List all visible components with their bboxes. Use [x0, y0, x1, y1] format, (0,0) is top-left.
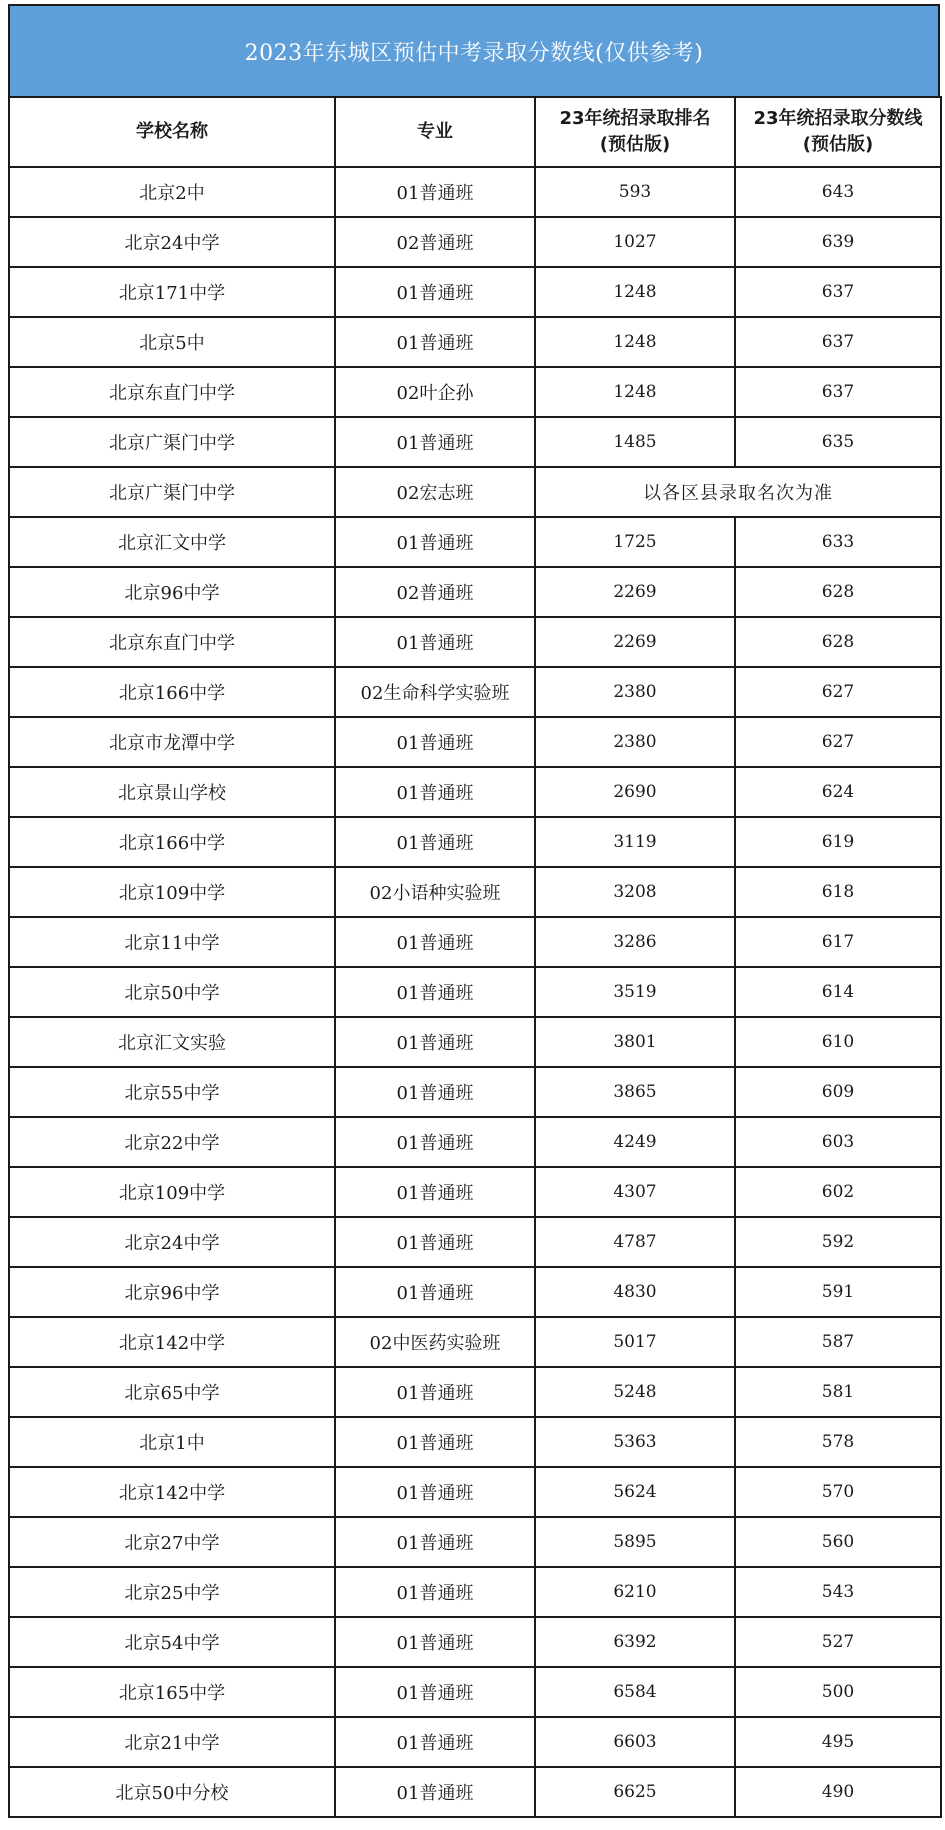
table-row	[9, 1767, 941, 1817]
score-cell: 637	[735, 367, 941, 417]
rank-cell: 1248	[535, 317, 735, 367]
table-row	[9, 1417, 941, 1467]
table-row	[9, 1617, 941, 1667]
score-cell: 637	[735, 267, 941, 317]
school-name-cell: 北京142中学	[9, 1467, 335, 1517]
rank-cell: 593	[535, 167, 735, 217]
school-name-cell: 北京171中学	[9, 267, 335, 317]
major-cell: 01普通班	[335, 1417, 535, 1467]
school-name-cell: 北京55中学	[9, 1067, 335, 1117]
major-cell: 01普通班	[335, 767, 535, 817]
major-cell: 01普通班	[335, 1367, 535, 1417]
rank-cell: 3286	[535, 917, 735, 967]
school-name-cell: 北京广渠门中学	[9, 467, 335, 517]
rank-cell: 3801	[535, 1017, 735, 1067]
school-name-cell: 北京50中学	[9, 967, 335, 1017]
table-row	[9, 567, 941, 617]
school-name-cell: 北京24中学	[9, 217, 335, 267]
score-cell: 609	[735, 1067, 941, 1117]
major-cell: 02宏志班	[335, 467, 535, 517]
score-cell: 500	[735, 1667, 941, 1717]
rank-cell: 6603	[535, 1717, 735, 1767]
major-cell: 02中医药实验班	[335, 1317, 535, 1367]
major-cell: 01普通班	[335, 1517, 535, 1567]
score-cell: 639	[735, 217, 941, 267]
score-cell: 617	[735, 917, 941, 967]
rank-cell: 3865	[535, 1067, 735, 1117]
header-rank-line1: 23年统招录取排名	[559, 108, 711, 129]
table-row	[9, 1567, 941, 1617]
major-cell: 01普通班	[335, 1267, 535, 1317]
rank-cell: 6392	[535, 1617, 735, 1667]
score-cell: 619	[735, 817, 941, 867]
table-row	[9, 967, 941, 1017]
major-cell: 01普通班	[335, 1617, 535, 1667]
admission-score-sheet	[8, 4, 940, 1818]
school-name-cell: 北京景山学校	[9, 767, 335, 817]
rank-cell: 2380	[535, 717, 735, 767]
school-name-cell: 北京东直门中学	[9, 367, 335, 417]
major-cell: 01普通班	[335, 917, 535, 967]
score-cell: 637	[735, 317, 941, 367]
table-row	[9, 1317, 941, 1367]
rank-cell: 2380	[535, 667, 735, 717]
score-cell: 627	[735, 717, 941, 767]
score-cell: 560	[735, 1517, 941, 1567]
score-cell: 587	[735, 1317, 941, 1367]
rank-cell: 4787	[535, 1217, 735, 1267]
table-row	[9, 1367, 941, 1417]
major-cell: 01普通班	[335, 1217, 535, 1267]
table-row	[9, 617, 941, 667]
table-row	[9, 1517, 941, 1567]
major-cell: 01普通班	[335, 1567, 535, 1617]
table-row	[9, 717, 941, 767]
header-rank-line2: (预估版)	[599, 134, 671, 155]
school-name-cell: 北京96中学	[9, 567, 335, 617]
score-cell: 603	[735, 1117, 941, 1167]
major-cell: 01普通班	[335, 1067, 535, 1117]
score-cell: 578	[735, 1417, 941, 1467]
score-cell: 490	[735, 1767, 941, 1817]
score-cell: 581	[735, 1367, 941, 1417]
table-row	[9, 1717, 941, 1767]
rank-cell: 1725	[535, 517, 735, 567]
table-body	[9, 167, 941, 1817]
table-row	[9, 517, 941, 567]
table-row	[9, 867, 941, 917]
school-name-cell: 北京25中学	[9, 1567, 335, 1617]
school-name-cell: 北京27中学	[9, 1517, 335, 1567]
major-cell: 01普通班	[335, 267, 535, 317]
rank-cell: 6210	[535, 1567, 735, 1617]
score-cell: 495	[735, 1717, 941, 1767]
major-cell: 01普通班	[335, 1117, 535, 1167]
school-name-cell: 北京东直门中学	[9, 617, 335, 667]
rank-cell: 6625	[535, 1767, 735, 1817]
table-row	[9, 467, 941, 517]
score-cell: 602	[735, 1167, 941, 1217]
rank-cell: 4830	[535, 1267, 735, 1317]
score-cell: 614	[735, 967, 941, 1017]
major-cell: 01普通班	[335, 517, 535, 567]
score-table	[8, 96, 942, 1818]
school-name-cell: 北京5中	[9, 317, 335, 367]
table-row	[9, 1017, 941, 1067]
major-cell: 01普通班	[335, 1667, 535, 1717]
table-row	[9, 767, 941, 817]
major-cell: 01普通班	[335, 317, 535, 367]
table-title	[8, 4, 940, 96]
table-row	[9, 1117, 941, 1167]
score-cell: 618	[735, 867, 941, 917]
table-row	[9, 1467, 941, 1517]
score-cell: 570	[735, 1467, 941, 1517]
major-cell: 02生命科学实验班	[335, 667, 535, 717]
rank-cell: 3119	[535, 817, 735, 867]
rank-cell: 5895	[535, 1517, 735, 1567]
table-row	[9, 1667, 941, 1717]
major-cell: 01普通班	[335, 617, 535, 667]
rank-cell: 6584	[535, 1667, 735, 1717]
school-name-cell: 北京166中学	[9, 817, 335, 867]
school-name-cell: 北京142中学	[9, 1317, 335, 1367]
header-major-label: 专业	[417, 121, 453, 142]
major-cell: 01普通班	[335, 817, 535, 867]
rank-cell: 5017	[535, 1317, 735, 1367]
header-score	[735, 97, 941, 167]
school-name-cell: 北京24中学	[9, 1217, 335, 1267]
school-name-cell: 北京2中	[9, 167, 335, 217]
school-name-cell: 北京汇文实验	[9, 1017, 335, 1067]
header-school	[9, 97, 335, 167]
header-rank	[535, 97, 735, 167]
table-row	[9, 667, 941, 717]
major-cell: 01普通班	[335, 1017, 535, 1067]
rank-cell: 4249	[535, 1117, 735, 1167]
score-cell: 591	[735, 1267, 941, 1317]
school-name-cell: 北京96中学	[9, 1267, 335, 1317]
rank-cell: 1248	[535, 267, 735, 317]
major-cell: 02叶企孙	[335, 367, 535, 417]
major-cell: 01普通班	[335, 1467, 535, 1517]
header-score-line1: 23年统招录取分数线	[753, 108, 923, 129]
table-row	[9, 267, 941, 317]
school-name-cell: 北京165中学	[9, 1667, 335, 1717]
score-cell: 628	[735, 567, 941, 617]
rank-cell: 2269	[535, 617, 735, 667]
rank-cell: 1027	[535, 217, 735, 267]
table-row	[9, 217, 941, 267]
major-cell: 01普通班	[335, 1167, 535, 1217]
major-cell: 01普通班	[335, 167, 535, 217]
major-cell: 02普通班	[335, 217, 535, 267]
school-name-cell: 北京汇文中学	[9, 517, 335, 567]
table-row	[9, 317, 941, 367]
school-name-cell: 北京50中分校	[9, 1767, 335, 1817]
table-title-text: 2023年东城区预估中考录取分数线(仅供参考)	[244, 40, 704, 66]
school-name-cell: 北京109中学	[9, 1167, 335, 1217]
table-row	[9, 1267, 941, 1317]
school-name-cell: 北京109中学	[9, 867, 335, 917]
major-cell: 01普通班	[335, 1717, 535, 1767]
score-cell: 633	[735, 517, 941, 567]
school-name-cell: 北京市龙潭中学	[9, 717, 335, 767]
rank-cell: 5363	[535, 1417, 735, 1467]
score-cell: 627	[735, 667, 941, 717]
school-name-cell: 北京54中学	[9, 1617, 335, 1667]
major-cell: 01普通班	[335, 967, 535, 1017]
score-cell: 592	[735, 1217, 941, 1267]
table-row	[9, 1067, 941, 1117]
rank-cell: 5248	[535, 1367, 735, 1417]
major-cell: 02普通班	[335, 567, 535, 617]
score-cell: 527	[735, 1617, 941, 1667]
rank-note-cell: 以各区县录取名次为准	[535, 467, 941, 517]
school-name-cell: 北京22中学	[9, 1117, 335, 1167]
rank-cell: 2690	[535, 767, 735, 817]
rank-cell: 3208	[535, 867, 735, 917]
table-row	[9, 417, 941, 467]
score-cell: 628	[735, 617, 941, 667]
table-row	[9, 1217, 941, 1267]
major-cell: 01普通班	[335, 717, 535, 767]
score-cell: 610	[735, 1017, 941, 1067]
school-name-cell: 北京11中学	[9, 917, 335, 967]
major-cell: 01普通班	[335, 417, 535, 467]
header-school-label: 学校名称	[136, 121, 208, 142]
major-cell: 01普通班	[335, 1767, 535, 1817]
table-row	[9, 167, 941, 217]
rank-cell: 3519	[535, 967, 735, 1017]
score-cell: 635	[735, 417, 941, 467]
table-row	[9, 367, 941, 417]
school-name-cell: 北京65中学	[9, 1367, 335, 1417]
header-row	[9, 97, 941, 167]
school-name-cell: 北京21中学	[9, 1717, 335, 1767]
school-name-cell: 北京1中	[9, 1417, 335, 1467]
score-cell: 643	[735, 167, 941, 217]
header-score-line2: (预估版)	[802, 134, 874, 155]
rank-cell: 1248	[535, 367, 735, 417]
table-row	[9, 917, 941, 967]
table-row	[9, 817, 941, 867]
score-cell: 624	[735, 767, 941, 817]
major-cell: 02小语种实验班	[335, 867, 535, 917]
school-name-cell: 北京广渠门中学	[9, 417, 335, 467]
table-row	[9, 1167, 941, 1217]
rank-cell: 1485	[535, 417, 735, 467]
score-cell: 543	[735, 1567, 941, 1617]
rank-cell: 5624	[535, 1467, 735, 1517]
rank-cell: 2269	[535, 567, 735, 617]
header-major	[335, 97, 535, 167]
school-name-cell: 北京166中学	[9, 667, 335, 717]
rank-cell: 4307	[535, 1167, 735, 1217]
